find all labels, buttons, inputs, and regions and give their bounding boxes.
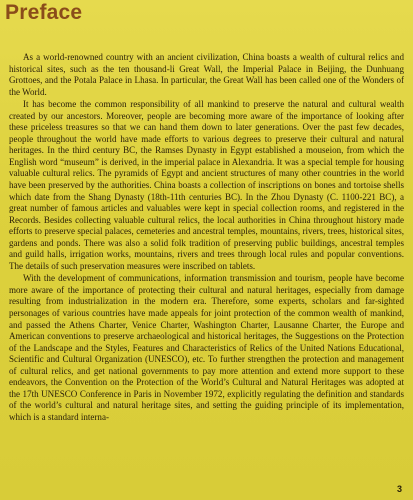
paragraph: It has become the common responsibility of all mankind to preserve the natural and cultural wealth created by our ancestors. Moreover, people are becoming more aware of the importance of looking after these priceless treasures so that we can hand them down to later generations. Over the past few decades, people throughout the world have made efforts to various degrees to preserve their cultural and natural heritages. In the third century BC, the Ramses Dynasty in Egypt established a mouseion, from which the English word “museum” is derived, in the imperial palace in Alexandria. It was a special temple for housing valuable cultural relics. The pyramids of Egypt and ancient structures of many other countries in the world have been preserved by the authorities. China boasts a collection of inscriptions on bones and tortoise shells which date from the Shang Dynasty (18th-11th centuries BC). In the Zhou Dynasty (C. 1100-221 BC), a great number of famous articles and valuables were kept in special collection rooms, and registered in the Records. Besides collecting valuable cultural relics, the local authorities in China throughout history made efforts to preserve special palaces, cemeteries and ancestral temples, mountains, rivers, trees, historical sites, gardens and ponds. There was also a solid folk tradition of preserving public buildings, ancestral temples and guild halls, irrigation works, mountains, rivers and trees through local rules and popular conventions. The details of such preservation measures were inscribed on tablets. [9,99,404,271]
paragraph: With the development of communications, information transmission and tourism, people have become more aware of the importance of protecting their cultural and natural heritages, especially from damage resulting from industrialization in the modern era. Therefore, some experts, scholars and far-sighted personages of various countries have made appeals for joint protection of the common wealth of mankind, and passed the Athens Charter, Venice Charter, Washington Charter, Lausanne Charter, the Europe and American conventions to preserve archaeological and historical heritages, the Suggestions on the Protection of the Landscape and the Styles, Features and Characteristics of Relics of the United Nations Educational, Scientific and Cultural Organization (UNESCO), etc. To further strengthen the protection and management of cultural relics, and get national governments to pay more attention and extend more support to these endeavors, the Convention on the Protection of the World’s Cultural and Natural Heritages was adopted at the 17th UNESCO Conference in Paris in November 1972, explicitly regulating the definition and standards of the world’s cultural and natural heritage sites, and setting the guiding principle of its implementation, which is a standard interna- [9,273,404,422]
page-number: 3 [396,484,402,494]
body-text [9,52,404,424]
paragraph: As a world-renowned country with an ancient civilization, China boasts a wealth of cultural relics and historical sites, such as the ten thousand-li Great Wall, the Imperial Palace in Beijing, the Dunhuang Grottoes, and the Potala Palace in Lhasa. In particular, the Great Wall has been called one of the Wonders of the World. [9,52,404,97]
page-title: Preface [5,1,83,24]
